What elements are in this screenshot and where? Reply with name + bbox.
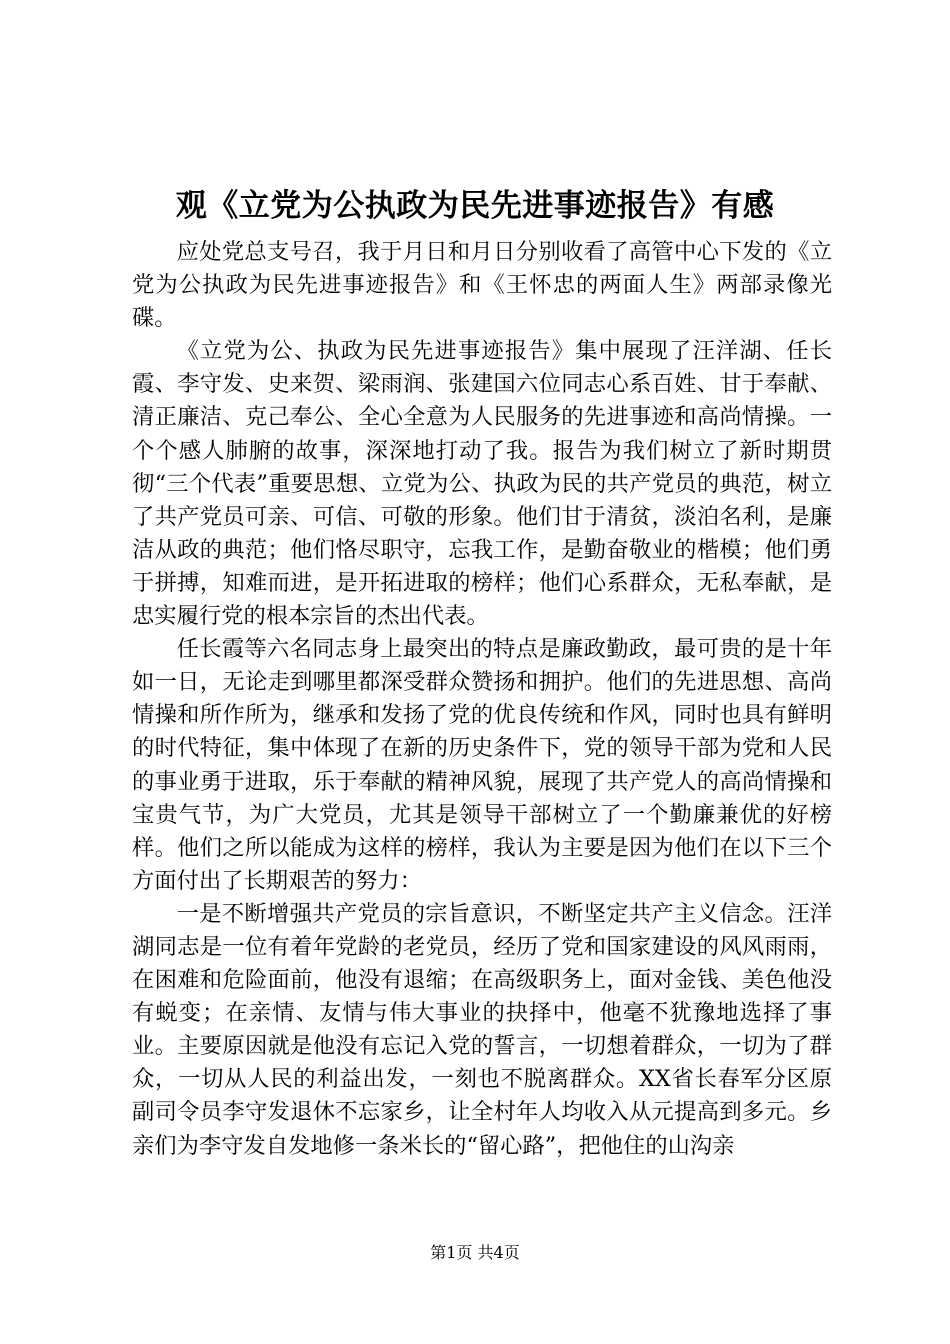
page-number-footer: 第1页 共4页 <box>430 1243 520 1262</box>
paragraph-3: 任长霞等六名同志身上最突出的特点是廉政勤政，最可贵的是十年如一日，无论走到哪里都深受群众赞扬和拥护。他们的先进思想、高尚情操和所作所为，继承和发扬了党的优良传统和作风，同时也具有鲜明的时代特征，集中体现了在新的历史条件下，党的领导干部为党和人民的事业勇于进取，乐于奉献的精神风貌，展现了共产党人的高尚情操和宝贵气节，为广大党员，尤其是领导干部树立了一个勤廉兼优的好榜样。他们之所以能成为这样的榜样，我认为主要是因为他们在以下三个方面付出了长期艰苦的努力： <box>132 636 832 894</box>
document-body <box>132 236 832 1163</box>
document-title: 观《立党为公执政为民先进事迹报告》有感 <box>175 188 775 224</box>
paragraph-2: 《立党为公、执政为民先进事迹报告》集中展现了汪洋湖、任长霞、李守发、史来贺、梁雨润、张建国六位同志心系百姓、甘于奉献、清正廉洁、克己奉公、全心全意为人民服务的先进事迹和高尚情操。一个个感人肺腑的故事，深深地打动了我。报告为我们树立了新时期贯彻“三个代表”重要思想、立党为公、执政为民的共产党员的典范，树立了共产党员可亲、可信、可敬的形象。他们甘于清贫，淡泊名利，是廉洁从政的典范；他们恪尽职守，忘我工作，是勤奋敬业的楷模；他们勇于拼搏，知难而进，是开拓进取的榜样；他们心系群众，无私奉献，是忠实履行党的根本宗旨的杰出代表。 <box>132 338 832 630</box>
paragraph-4: 一是不断增强共产党员的宗旨意识，不断坚定共产主义信念。汪洋湖同志是一位有着年党龄的老党员，经历了党和国家建设的风风雨雨，在困难和危险面前，他没有退缩；在高级职务上，面对金钱、美色他没有蜕变；在亲情、友情与伟大事业的抉择中，他毫不犹豫地选择了事业。主要原因就是他没有忘记入党的誓言，一切想着群众，一切为了群众，一切从人民的利益出发，一刻也不脱离群众。XX省长春军分区原副司令员李守发退休不忘家乡，让全村年人均收入从元提高到多元。乡亲们为李守发自发地修一条米长的“留心路”，把他住的山沟亲 <box>132 900 832 1159</box>
paragraph-1: 应处党总支号召，我于月日和月日分别收看了高管中心下发的《立党为公执政为民先进事迹报告》和《王怀忠的两面人生》两部录像光碟。 <box>132 239 832 332</box>
